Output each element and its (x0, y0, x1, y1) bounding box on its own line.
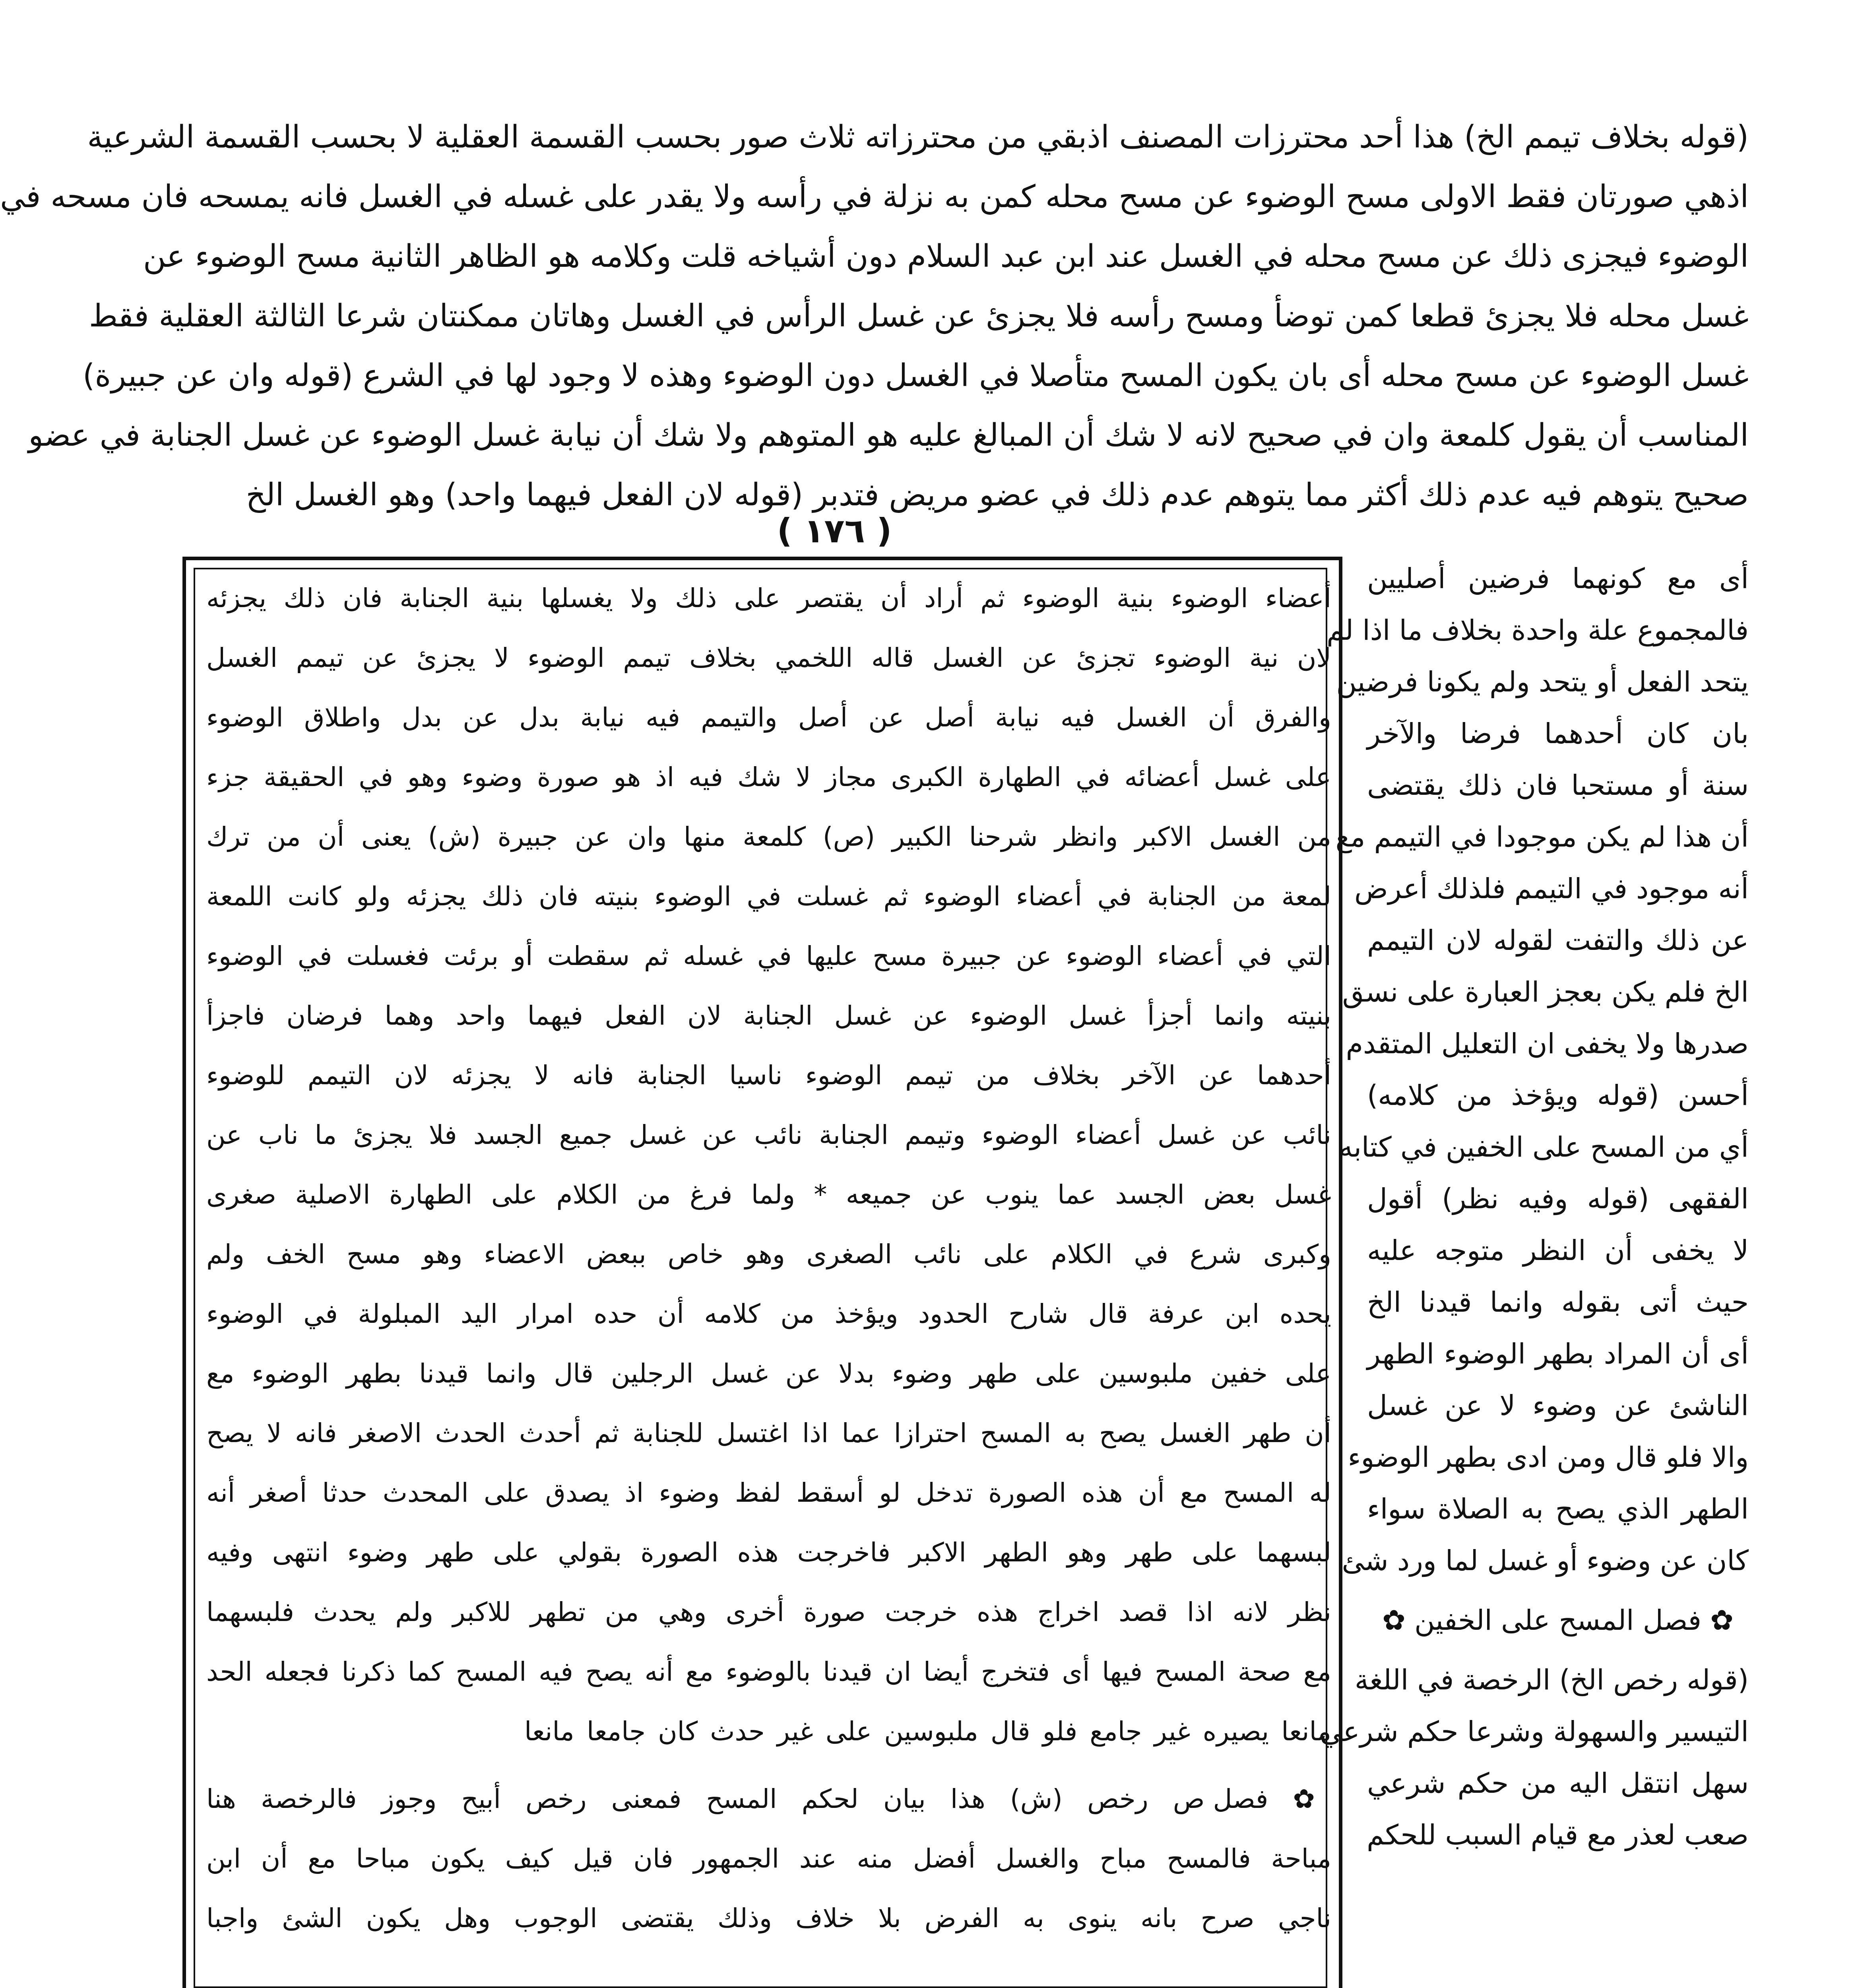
main-text-line: أحدهما عن الآخر بخلاف من تيمم الوضوء ناسيا الجنابة فانه لا يجزئه لان التيمم للوضوء (206, 1060, 1331, 1091)
margin-line: فالمجموع علة واحدة بخلاف ما اذا لم (1327, 614, 1749, 646)
main-text-line: يحده ابن عرفة قال شارح الحدود ويؤخذ من كلامه أن حده امرار اليد المبلولة في الوضوء (206, 1299, 1331, 1329)
top-commentary-line: غسل الوضوء عن مسح محله أى بان يكون المسح متأصلا في الغسل دون الوضوء وهذه لا وجود لها في الشرع (قوله وان عن جبيرة) (83, 358, 1749, 394)
margin-line: الخ فلم يكن بعجز العبارة على نسق (1342, 976, 1749, 1008)
main-text-line: لمعة من الجنابة في أعضاء الوضوء ثم غسلت في الوضوء بنيته فان ذلك يجزئه ولو كانت اللمعة (206, 881, 1331, 912)
main-text-line: أن طهر الغسل يصح به المسح احترازا عما اذا اغتسل للجنابة ثم أحدث الحدث الاصغر فانه لا يصح (206, 1418, 1331, 1448)
main-text-line: مانعا يصيره غير جامع فلو قال ملبوسين على غير حدث كان جامعا مانعا (524, 1716, 1331, 1747)
top-commentary-line: غسل محله فلا يجزئ قطعا كمن توضأ ومسح رأسه فلا يجزئ عن غسل الرأس في الغسل وهاتان ممكنتان شرعا الثالثة العقلية فقط (89, 298, 1749, 334)
top-commentary-line: اذهي صورتان فقط الاولى مسح الوضوء عن مسح محله كمن به نزلة في رأسه ولا يقدر على غسله في الغسل فانه يمسحه فان مسحه في (0, 179, 1749, 215)
margin-line: صدرها ولا يخفى ان التعليل المتقدم (1346, 1027, 1749, 1060)
margin-line: سهل انتقل اليه من حكم شرعي (1367, 1767, 1749, 1800)
top-commentary-line: صحيح يتوهم فيه عدم ذلك أكثر مما يتوهم عدم ذلك في عضو مريض فتدبر (قوله لان الفعل فيهما واحد) وهو الغسل الخ (246, 477, 1749, 513)
main-text-line: ناجي صرح بانه ينوى به الفرض بلا خلاف وذلك يقتضى الوجوب وهل يكون الشئ واجبا (206, 1903, 1331, 1934)
main-text-line: والفرق أن الغسل فيه نيابة أصل عن أصل والتيمم فيه نيابة بدل عن بدل واطلاق الوضوء (206, 702, 1331, 733)
margin-line: الطهر الذي يصح به الصلاة سواء (1367, 1493, 1749, 1525)
margin-line: (قوله رخص الخ) الرخصة في اللغة (1354, 1664, 1749, 1696)
main-text-line: له المسح مع أن هذه الصورة تدخل لو أسقط لفظ وضوء اذ يصدق على المحدث حدثا أصغر أنه (206, 1477, 1331, 1508)
margin-line: حيث أتى بقوله وانما قيدنا الخ (1367, 1286, 1749, 1318)
main-text-line: وكبرى شرع في الكلام على نائب الصغرى وهو خاص ببعض الاعضاء وهو مسح الخف ولم (206, 1239, 1331, 1270)
margin-line: كان عن وضوء أو غسل لما ورد شئ (1342, 1544, 1749, 1577)
top-commentary-line: (قوله بخلاف تيمم الخ) هذا أحد محترزات المصنف اذبقي من محترزاته ثلاث صور بحسب القسمة العقلية لا بحسب القسمة الشرعية (87, 119, 1749, 155)
page-number: ( ١٧٦ ) (777, 511, 892, 550)
main-text-line: مع صحة المسح فيها أى فتخرج أيضا ان قيدنا بالوضوء مع أنه يصح فيه المسح كما ذكرنا فجعله الحد (206, 1656, 1331, 1687)
section-heading-line (206, 1773, 1331, 1825)
top-commentary-line: المناسب أن يقول كلمعة وان في صحيح لانه لا شك أن المبالغ عليه هو المتوهم ولا شك أن نيابة غسل الوضوء عن غسل الجنابة في عضو (28, 417, 1749, 453)
section-heading-text: فصل ص رخص (ش) هذا بيان لحكم المسح فمعنى رخص أبيح وجوز فالرخصة هنا (206, 1784, 1268, 1814)
margin-line: الناشئ عن وضوء لا عن غسل (1367, 1389, 1749, 1422)
margin-line: التيسير والسهولة وشرعا حكم شرعي (1320, 1715, 1749, 1748)
flower-ornament-icon: ✿ (1268, 1784, 1331, 1814)
main-text-line: مباحة فالمسح مباح والغسل أفضل منه عند الجمهور فان قيل كيف يكون مباحا مع أن ابن (206, 1843, 1331, 1874)
margin-line: أى مع كونهما فرضين أصليين (1367, 562, 1749, 595)
margin-line: الفقهى (قوله وفيه نظر) أقول (1367, 1182, 1749, 1215)
main-text-line: غسل بعض الجسد عما ينوب عن جميعه * ولما فرغ من الكلام على الطهارة الاصلية صغرى (206, 1179, 1331, 1210)
flower-ornament-icon: ✿ (1382, 1604, 1415, 1637)
main-text-line: على غسل أعضائه في الطهارة الكبرى مجاز لا شك فيه اذ هو صورة وضوء وهو في الحقيقة جزء (206, 762, 1331, 792)
main-text-line: لان نية الوضوء تجزئ عن الغسل قاله اللخمي بخلاف تيمم الوضوء لا يجزئ عن تيمم الغسل (206, 643, 1331, 673)
top-commentary-line: الوضوء فيجزى ذلك عن مسح محله في الغسل عند ابن عبد السلام دون أشياخه قلت وكلامه هو الظاهر الثانية مسح الوضوء عن (143, 239, 1749, 274)
main-text-line: من الغسل الاكبر وانظر شرحنا الكبير (ص) كلمعة منها وان عن جبيرة (ش) يعنى أن من ترك (206, 821, 1331, 852)
main-text-line: أعضاء الوضوء بنية الوضوء ثم أراد أن يقتصر على ذلك ولا يغسلها بنية الجنابة فان ذلك يجزئه (206, 583, 1331, 613)
main-text-line: نائب عن غسل أعضاء الوضوء وتيمم الجنابة نائب عن غسل جميع الجسد فلا يجزئ ما ناب عن (206, 1120, 1331, 1150)
main-text-line: نظر لانه اذا قصد اخراج هذه خرجت صورة أخرى وهي من تطهر للاكبر ولم يحدث فلبسهما (206, 1597, 1331, 1627)
margin-line: والا فلو قال ومن ادى بطهر الوضوء (1348, 1441, 1749, 1474)
margin-line: أي من المسح على الخفين في كتابه (1338, 1131, 1749, 1163)
margin-line: أحسن (قوله ويؤخذ من كلامه) (1367, 1079, 1749, 1112)
margin-line: صعب لعذر مع قيام السبب للحكم (1367, 1819, 1749, 1851)
flower-ornament-icon: ✿ (1701, 1604, 1734, 1637)
margin-heading-text: فصل المسح على الخفين (1414, 1604, 1701, 1637)
main-text-line: على خفين ملبوسين على طهر وضوء بدلا عن غسل الرجلين قال وانما قيدنا بطهر الوضوء مع (206, 1358, 1331, 1389)
margin-line: أن هذا لم يكن موجودا في التيمم مع (1335, 821, 1749, 853)
main-text-line: التي في أعضاء الوضوء عن جبيرة مسح عليها في غسله ثم سقطت أو برئت فغسلت في الوضوء (206, 941, 1331, 971)
margin-line: عن ذلك والتفت لقوله لان التيمم (1367, 924, 1749, 957)
margin-line: أى أن المراد بطهر الوضوء الطهر (1367, 1338, 1749, 1370)
margin-line: لا يخفى أن النظر متوجه عليه (1367, 1234, 1749, 1267)
margin-line: أنه موجود في التيمم فلذلك أعرض (1354, 872, 1749, 905)
margin-section-heading (1367, 1594, 1749, 1646)
main-text-line: لبسهما على طهر وهو الطهر الاكبر فاخرجت هذه الصورة بقولي على طهر وضوء انتهى وفيه (206, 1537, 1331, 1568)
margin-line: سنة أو مستحبا فان ذلك يقتضى (1367, 769, 1749, 802)
main-text-line: بنيته وانما أجزأ غسل الوضوء عن غسل الجنابة لان الفعل فيهما واحد وهما فرضان فاجزأ (206, 1000, 1331, 1031)
margin-line: بان كان أحدهما فرضا والآخر (1367, 717, 1749, 750)
margin-line: يتحد الفعل أو يتحد ولم يكونا فرضين (1336, 666, 1749, 698)
